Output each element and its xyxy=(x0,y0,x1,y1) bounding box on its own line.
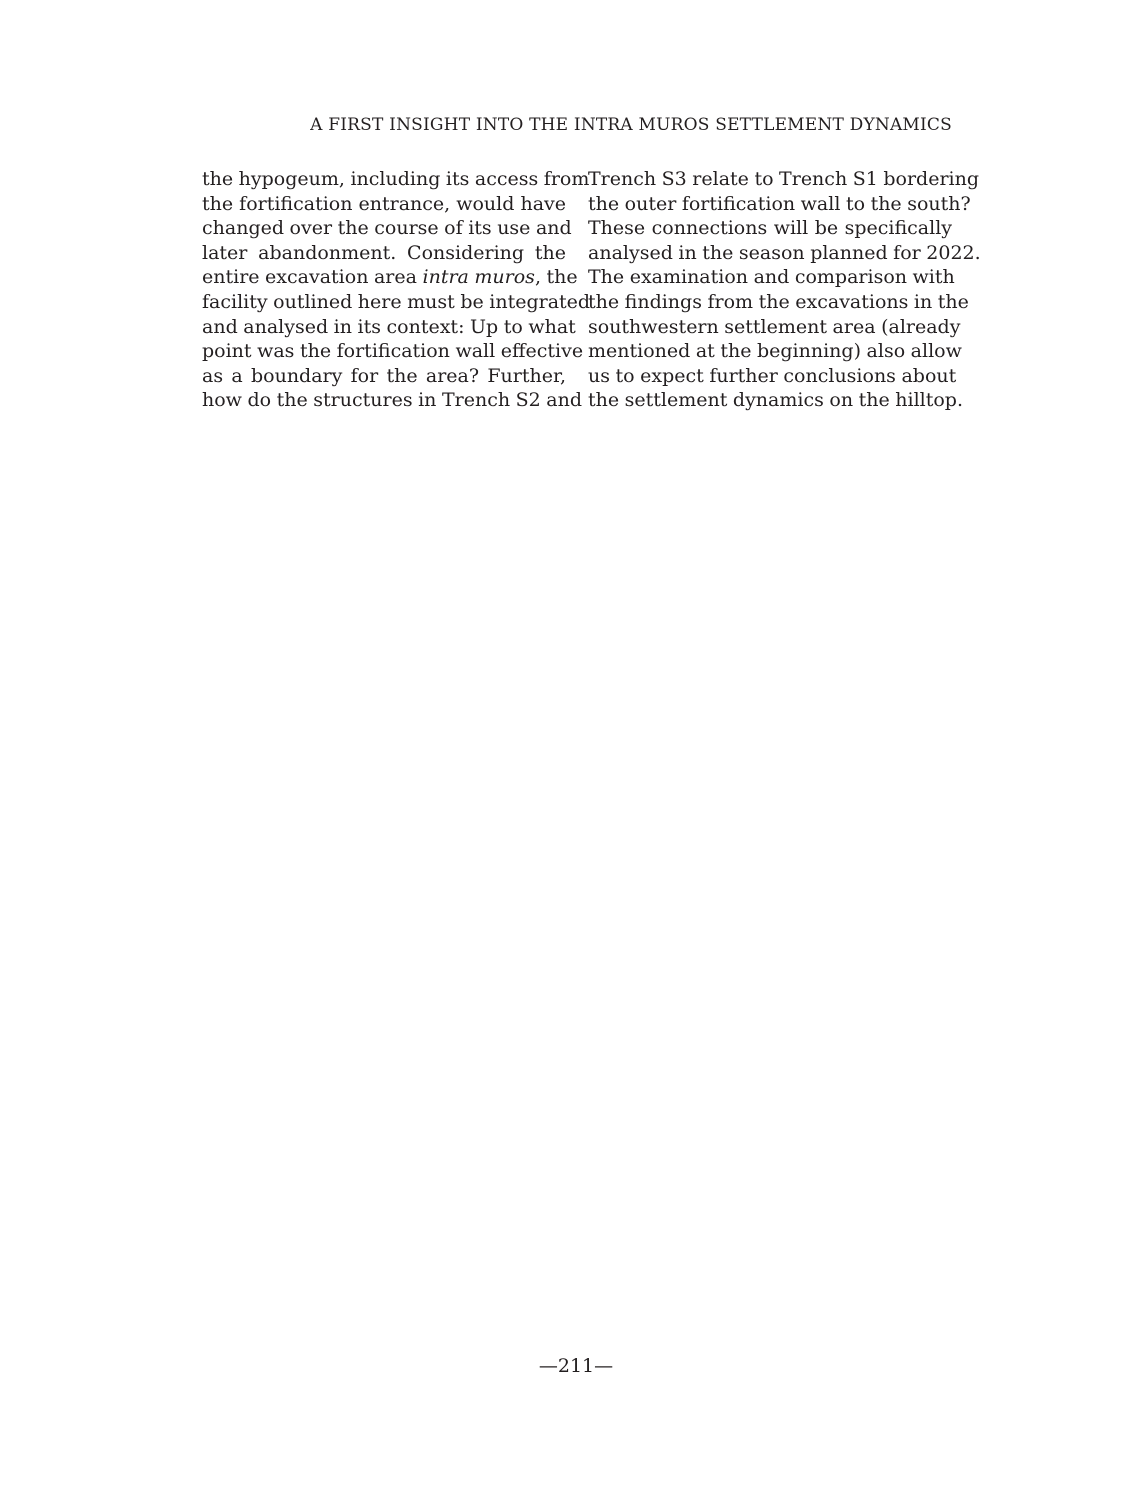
text-line: as a boundary for the area? Further, xyxy=(202,364,566,387)
text-line: the outer fortification wall to the south? xyxy=(588,192,971,215)
text-line: facility outlined here must be integrated xyxy=(202,290,591,313)
text-line: The examination and comparison with xyxy=(588,266,955,289)
page-number: —211— xyxy=(538,1355,614,1377)
text-line: and analysed in its context: Up to what xyxy=(202,315,576,338)
text-line: These connections will be specifically xyxy=(588,217,952,240)
text-line: changed over the course of its use and xyxy=(202,217,572,240)
running-head: A FIRST INSIGHT INTO THE INTRA MUROS SETTLEMENT DYNAMICS xyxy=(310,115,952,135)
text-line: later abandonment. Considering the xyxy=(202,241,566,264)
text-line: mentioned at the beginning) also allow xyxy=(588,340,962,363)
body-column-left xyxy=(202,167,591,413)
text-line: the fortification entrance, would have xyxy=(202,192,566,215)
text-line: us to expect further conclusions about xyxy=(588,364,957,387)
text-line: how do the structures in Trench S2 and xyxy=(202,389,582,412)
body-column-right xyxy=(588,167,981,413)
text-run: entire excavation area xyxy=(202,266,423,289)
text-line: the hypogeum, including its access from xyxy=(202,168,590,190)
text-line: the settlement dynamics on the hilltop. xyxy=(588,389,964,412)
text-line xyxy=(202,265,578,290)
text-line: southwestern settlement area (already xyxy=(588,315,961,338)
text-line: point was the fortification wall effective xyxy=(202,340,584,363)
text-line: analysed in the season planned for 2022. xyxy=(588,241,981,264)
italic-term: intra muros xyxy=(422,266,535,289)
text-run: , the xyxy=(534,266,578,289)
text-line: Trench S3 relate to Trench S1 bordering xyxy=(588,168,980,190)
text-line: the findings from the excavations in the xyxy=(588,290,969,313)
